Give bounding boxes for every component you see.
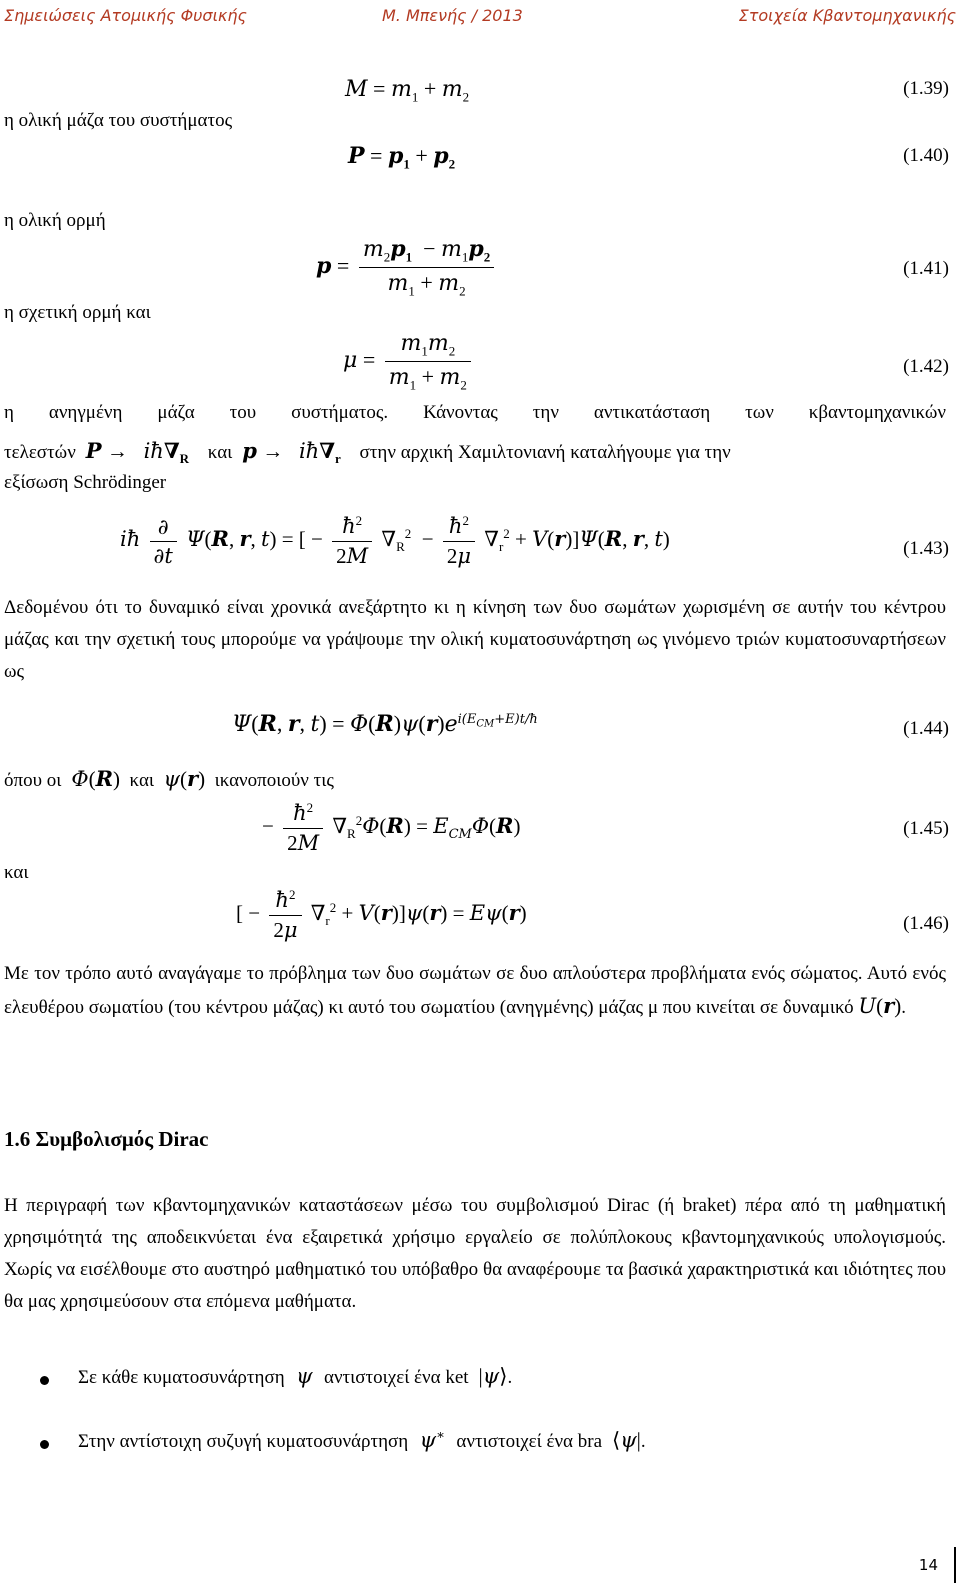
section-title: 1.6 Συμβολισμός Dirac bbox=[4, 1127, 209, 1151]
header-center: Μ. Μπενής / 2013 bbox=[382, 6, 523, 25]
bullet-ket: Σε κάθε κυματοσυνάρτηση ψ αντιστοιχεί ένα ket |ψ⟩. bbox=[78, 1364, 513, 1388]
eq-number-1-44: (1.44) bbox=[903, 718, 949, 739]
equation-1-40: $P = p_1 + p_2$ bbox=[348, 143, 456, 172]
bullet-dot-2 bbox=[40, 1440, 49, 1449]
section-body: Η περιγραφή των κβαντομηχανικών καταστάσεων μέσω του συμβολισμού Dirac (ή braket) πέρα από τη μαθηματική χρησιμότητά της αποδεικνύεται ένα εξαιρετικά χρήσιμο εργαλείο σε πολύπλοκους κβαντομηχανικούς υπολογισμούς. Χωρίς να εισέλθουμε στο αυστηρό μαθηματικό του υπόβαθρο θα αναφέρουμε τα βασικά χαρακτηριστικά και ιδιότητες που θα μας χρησιμεύσουν στα επόμενα μαθήματα. bbox=[4, 1195, 946, 1312]
equation-1-42: μ = $\frac{m_1m_2}{m_1 + m_2}$ bbox=[343, 330, 475, 394]
bullet-bra: Στην αντίστοιχη συζυγή κυματοσυνάρτηση ψ∗ αντιστοιχεί ένα bra ⟨ψ|. bbox=[78, 1428, 646, 1452]
equation-1-41: p = $\frac{m_2p_1 - m_1p_2}{m_1 + m_2}$ bbox=[316, 236, 498, 300]
paragraph-substitution-line1: η ανηγμένη μάζα του συστήματος. Κάνοντας την αντικατάσταση των κβαντομηχανικών bbox=[4, 402, 946, 423]
equation-1-45: − $\frac{ħ^2}{2M}$ $\nabla_R^2\Phi(R) = E_{CM}\Phi(R)$ bbox=[262, 800, 521, 855]
eq-number-1-40: (1.40) bbox=[903, 145, 949, 166]
label-total-mass: η ολική μάζα του συστήματος bbox=[4, 110, 233, 131]
page-number: 14 bbox=[918, 1556, 938, 1574]
label-relative-momentum: η σχετική ορμή και bbox=[4, 302, 151, 323]
label-total-momentum: η ολική ορμή bbox=[4, 210, 106, 231]
where-line: όπου οι Φ(R) και ψ(r) ικανοποιούν τις bbox=[4, 766, 334, 791]
equation-1-44: Ψ(R, r, $t) = \Phi(R)\psi(r)e^{i(E_{CM}+E)t/ħ}$ bbox=[232, 711, 538, 737]
page-header bbox=[4, 6, 956, 32]
eq-number-1-43: (1.43) bbox=[903, 538, 949, 559]
paragraph-reduction: Με τον τρόπο αυτό αναγάγαμε το πρόβλημα των δυο σωμάτων σε δυο απλούστερα προβλήματα ενός σώματος. Αυτό ενός ελευθέρου σωματίου (του κέντρου μάζας) κι αυτό του σωματίου (ανηγμένης) μάζας μ που κινείται σε δυναμικό U(r). bbox=[4, 963, 946, 1018]
paragraph-substitution-line2: τελεστών $P \to iħ\nabla_R$ και $p \to iħ\nabla_r$ στην αρχική Χαμιλτονιανή καταλήγουμε για την bbox=[4, 438, 731, 467]
eq-number-1-41: (1.41) bbox=[903, 258, 949, 279]
eq-number-1-39: (1.39) bbox=[903, 78, 949, 99]
bullet-dot-1 bbox=[40, 1376, 49, 1385]
eq-number-1-42: (1.42) bbox=[903, 356, 949, 377]
label-and: και bbox=[4, 862, 29, 883]
equation-1-46: [ − $\frac{ħ^2}{2\mu}$ $\nabla_r^2 + V(r)]\psi(r) = E\psi(r)$ bbox=[236, 887, 527, 942]
header-left: Σημειώσεις Ατομικής Φυσικής bbox=[4, 6, 247, 25]
header-right: Στοιχεία Κβαντομηχανικής bbox=[738, 6, 956, 25]
paragraph-substitution-line3: εξίσωση Schrödinger bbox=[4, 472, 167, 493]
eq-number-1-45: (1.45) bbox=[903, 818, 949, 839]
paragraph-separation: Δεδομένου ότι το δυναμικό είναι χρονικά ανεξάρτητο κι η κίνηση των δυο σωμάτων χωρισμένη σε αυτήν του κέντρου μάζας και την σχετική τους μπορούμε να γράψουμε την ολική κυματοσυνάρτηση ως γινόμενο τριών κυματοσυναρτήσεων ως bbox=[4, 597, 946, 682]
eq-number-1-46: (1.46) bbox=[903, 913, 949, 934]
equation-1-43: iħ $\frac{\partial}{\partial t}$ Ψ(R, r, t) = [ − $\frac{ħ^2}{2M}$ $\nabla_R^2$ − $\frac{ħ^2}{2\mu}$ $\nabla_r^2 + V(r)]\Psi(R$, r, t) bbox=[120, 513, 670, 568]
equation-1-39: $M = m_1 + m_2$ bbox=[345, 76, 470, 105]
page-number-rule bbox=[954, 1547, 956, 1583]
